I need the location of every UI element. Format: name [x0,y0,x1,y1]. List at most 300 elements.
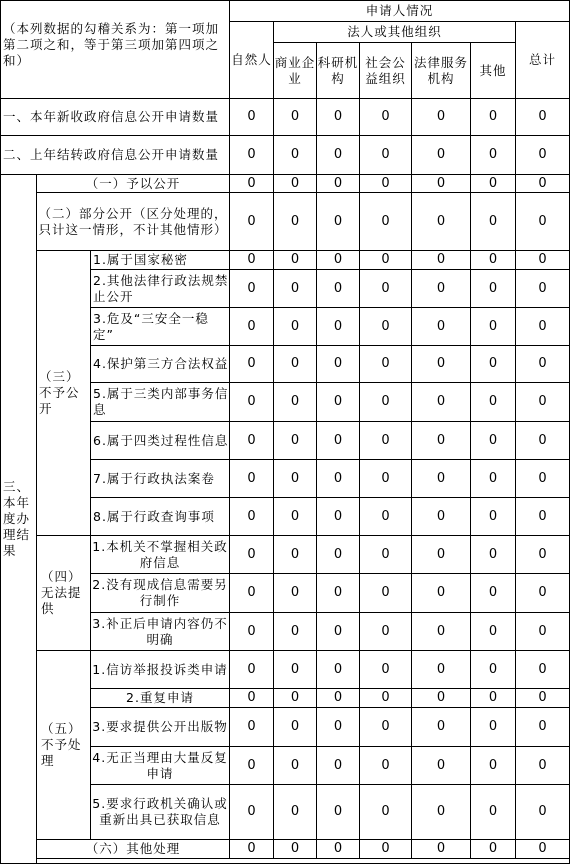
value-cell-other [470,269,516,308]
value-cell-research [316,573,360,613]
value-r3-3-4-legal-service: 0 [436,356,446,371]
value-r3-3-3-natural-person: 0 [247,318,256,334]
value-r3-3-7-commercial: 0 [290,470,300,486]
row-carried-over-label: 二、上年结转政府信息公开申请数量 [3,147,220,162]
row-need-produce-label: 2.没有现成信息需要另行制作 [92,577,228,608]
value-r3-3-8-social-welfare: 0 [381,508,390,524]
value-cell-other [470,688,516,708]
value-r3-3-1-research: 0 [333,252,343,267]
value-r3-6-commercial: 0 [290,841,300,856]
value-r3-2-other: 0 [488,213,498,229]
value-cell-social-welfare [359,250,412,270]
value-cell-research [316,839,360,859]
value-r3-2-commercial: 0 [290,213,300,229]
research-cell [316,42,360,99]
value-cell-legal-service [411,345,471,383]
value-cell-commercial [273,98,317,136]
value-r3-3-5-legal-service: 0 [436,394,446,409]
row-three-safety [90,307,230,346]
value-cell-total [515,707,570,747]
row-need-produce [90,573,230,613]
value-cell-social-welfare [359,573,412,613]
value-cell-legal-service [411,535,471,574]
value-cell-research [316,688,360,708]
value-cell-legal-service [411,707,471,747]
value-cell-research [316,784,360,840]
value-r2-commercial: 0 [290,147,300,162]
value-r3-3-5-research: 0 [333,394,343,409]
value-cell-research [316,269,360,308]
value-cell-total [515,612,570,651]
value-r3-3-7-legal-service: 0 [436,470,446,486]
value-cell-legal-service [411,688,471,708]
value-cell-other [470,497,516,536]
value-cell-research [316,192,360,251]
value-cell-total [515,307,570,346]
row-inquiry-matter [90,497,230,536]
value-cell-commercial [273,421,317,460]
value-r3-3-4-natural-person: 0 [247,356,256,371]
value-cell-research [316,250,360,270]
value-r3-3-5-social-welfare: 0 [381,394,390,409]
value-cell-other [470,421,516,460]
value-cell-natural-person [229,497,274,536]
value-r3-3-6-total: 0 [538,432,547,448]
value-cell-natural-person [229,839,274,859]
value-cell-total [515,192,570,251]
value-r3-5-3-total: 0 [538,719,547,734]
value-cell-total [515,784,570,840]
value-r3-5-2-social-welfare: 0 [381,690,390,705]
value-r3-1-other: 0 [488,175,498,191]
value-r3-5-3-social-welfare: 0 [381,719,390,734]
value-r3-2-legal-service: 0 [436,213,446,229]
value-r3-5-3-natural-person: 0 [247,719,256,734]
row-petition-label: 1.信访举报投诉类申请 [92,661,228,677]
group-cannot-provide-label: （四）无法提供 [41,569,82,616]
row-partial-disclosure [36,192,230,251]
value-cell-social-welfare [359,746,412,785]
value-cell-research [316,307,360,346]
value-r3-2-social-welfare: 0 [381,213,390,229]
natural-person-label: 自然人 [231,52,272,67]
value-cell-total [515,135,570,175]
value-r3-5-2-total: 0 [538,690,547,705]
value-cell-social-welfare [359,382,412,422]
value-r3-3-3-other: 0 [488,318,498,334]
value-r3-5-5-legal-service: 0 [436,804,446,819]
value-cell-commercial [273,345,317,383]
value-r3-4-3-research: 0 [333,623,343,639]
value-cell-total [515,839,570,859]
value-cell-other [470,746,516,785]
value-cell-social-welfare [359,497,412,536]
value-cell-other [470,784,516,840]
value-cell-other [470,174,516,193]
value-cell-total [515,269,570,308]
value-r3-3-5-total: 0 [538,394,547,409]
value-cell-legal-service [411,192,471,251]
value-cell-research [316,707,360,747]
value-cell-social-welfare [359,707,412,747]
value-cell-natural-person [229,345,274,383]
row-new-requests [0,98,230,136]
value-cell-social-welfare [359,459,412,498]
value-cell-other [470,250,516,270]
value-r3-4-1-research: 0 [333,546,343,562]
group-not-processed-label: （五）不予处理 [41,721,82,768]
value-cell-commercial [273,839,317,859]
value-r3-3-5-commercial: 0 [290,394,300,409]
value-cell-total [515,382,570,422]
value-r3-3-3-total: 0 [538,318,547,334]
row-third-party [90,345,230,383]
value-cell-social-welfare [359,135,412,175]
value-cell-commercial [273,382,317,422]
value-r3-3-1-social-welfare: 0 [381,252,390,267]
value-cell-social-welfare [359,784,412,840]
value-r3-6-other: 0 [488,841,498,856]
value-r3-6-legal-service: 0 [436,841,446,856]
row-not-held [90,535,230,574]
value-r3-3-7-natural-person: 0 [247,470,256,486]
value-r3-5-1-other: 0 [488,661,498,677]
value-cell-research [316,98,360,136]
value-cell-legal-service [411,135,471,175]
value-cell-other [470,612,516,651]
value-r3-3-7-other: 0 [488,470,498,486]
value-r3-3-7-research: 0 [333,470,343,486]
value-cell-natural-person [229,707,274,747]
value-r3-4-2-legal-service: 0 [436,585,446,600]
value-r3-5-5-natural-person: 0 [247,804,256,819]
value-r3-3-1-natural-person: 0 [247,252,256,267]
value-cell-social-welfare [359,688,412,708]
row-other-handling [36,839,230,859]
value-cell-research [316,421,360,460]
value-r3-3-3-commercial: 0 [290,318,300,334]
value-r3-5-3-other: 0 [488,719,498,734]
value-r3-3-6-other: 0 [488,432,498,448]
value-r3-6-social-welfare: 0 [381,841,390,856]
group-cannot-provide [36,535,91,651]
value-r3-3-2-research: 0 [333,280,343,296]
row-repeated-label: 4.无正当理由大量反复申请 [92,749,228,781]
value-r3-6-total: 0 [538,841,547,856]
value-r3-4-3-natural-person: 0 [247,623,256,639]
value-r1-commercial: 0 [290,109,300,124]
value-r3-4-3-legal-service: 0 [436,623,446,639]
value-cell-commercial [273,688,317,708]
value-cell-natural-person [229,421,274,460]
value-cell-social-welfare [359,839,412,859]
value-r3-3-7-total: 0 [538,470,547,486]
value-cell-other [470,135,516,175]
value-r3-1-social-welfare: 0 [381,175,390,191]
value-r3-5-5-total: 0 [538,804,547,819]
value-r3-5-1-natural-person: 0 [247,661,256,677]
social-welfare-cell [359,42,412,99]
value-cell-other [470,307,516,346]
value-r3-1-commercial: 0 [290,175,300,191]
value-cell-social-welfare [359,98,412,136]
value-cell-commercial [273,497,317,536]
value-cell-total [515,573,570,613]
value-r3-5-5-commercial: 0 [290,804,300,819]
row-reconfirm-label: 5.要求行政机关确认或重新出具已获取信息 [92,796,228,827]
value-cell-social-welfare [359,192,412,251]
row-third-party-label: 4.保护第三方合法权益 [93,356,229,371]
value-cell-total [515,174,570,193]
social-welfare-label: 社会公益组织 [365,54,406,86]
value-r3-5-1-commercial: 0 [290,661,300,677]
value-r3-3-5-natural-person: 0 [247,394,256,409]
value-r3-5-1-legal-service: 0 [436,661,446,677]
value-cell-legal-service [411,307,471,346]
other-cell [470,42,516,99]
value-r1-research: 0 [333,109,343,124]
value-r1-legal-service: 0 [436,109,446,124]
value-r3-1-natural-person: 0 [247,175,256,191]
value-cell-other [470,535,516,574]
value-r3-5-3-legal-service: 0 [436,719,446,734]
row-new-requests-label: 一、本年新收政府信息公开申请数量 [3,109,220,124]
value-cell-natural-person [229,573,274,613]
value-cell-other [470,98,516,136]
value-cell-commercial [273,307,317,346]
total-label: 总计 [528,52,556,67]
legal-service-cell [411,42,471,99]
value-r3-4-3-other: 0 [488,623,498,639]
value-r3-5-2-natural-person: 0 [247,690,256,705]
value-r1-other: 0 [488,109,498,124]
value-cell-commercial [273,784,317,840]
value-cell-natural-person [229,250,274,270]
value-r3-5-5-social-welfare: 0 [381,804,390,819]
value-r3-5-4-research: 0 [333,757,343,773]
value-cell-social-welfare [359,307,412,346]
value-r3-4-2-natural-person: 0 [247,585,256,600]
value-r3-5-4-natural-person: 0 [247,757,256,773]
value-r3-3-2-social-welfare: 0 [381,280,390,296]
value-cell-total [515,497,570,536]
value-cell-total [515,688,570,708]
value-cell-total [515,650,570,689]
value-cell-social-welfare [359,345,412,383]
value-cell-total [515,98,570,136]
value-r3-5-3-research: 0 [333,719,343,734]
value-cell-research [316,746,360,785]
value-cell-natural-person [229,135,274,175]
value-cell-commercial [273,459,317,498]
group-not-disclosed [36,250,91,536]
legal-service-label: 法律服务机构 [413,54,468,86]
value-cell-legal-service [411,421,471,460]
value-cell-social-welfare [359,535,412,574]
row-three-safety-label: 3.危及“三安全一稳定” [93,310,209,342]
value-cell-legal-service [411,250,471,270]
value-r2-total: 0 [538,147,547,162]
value-cell-natural-person [229,174,274,193]
value-cell-commercial [273,192,317,251]
value-r3-3-8-total: 0 [538,508,547,524]
value-cell-total [515,459,570,498]
commercial-label: 商业企业 [274,54,316,86]
value-cell-research [316,459,360,498]
value-cell-legal-service [411,573,471,613]
value-r3-3-8-legal-service: 0 [436,508,446,524]
row-reconfirm [90,784,230,840]
value-cell-legal-service [411,650,471,689]
value-r3-3-3-legal-service: 0 [436,318,446,334]
value-r3-4-2-other: 0 [488,585,498,600]
value-r3-3-6-natural-person: 0 [247,432,256,448]
value-r2-social-welfare: 0 [381,147,390,162]
value-cell-natural-person [229,612,274,651]
value-r3-5-1-social-welfare: 0 [381,661,390,677]
value-cell-natural-person [229,192,274,251]
row-publication [90,707,230,747]
value-cell-legal-service [411,784,471,840]
row-internal-affairs [90,382,230,422]
value-cell-research [316,382,360,422]
value-cell-legal-service [411,174,471,193]
applicant-status-label: 申请人情况 [365,3,434,18]
value-cell-other [470,345,516,383]
value-r3-3-8-natural-person: 0 [247,508,256,524]
row-enforcement-file-label: 7.属于行政执法案卷 [93,470,215,486]
row-process-info [90,421,230,460]
legal-or-org-cell [273,21,516,43]
value-cell-commercial [273,707,317,747]
value-cell-research [316,612,360,651]
value-r3-4-2-social-welfare: 0 [381,585,390,600]
value-cell-research [316,174,360,193]
value-r2-natural-person: 0 [247,147,256,162]
value-r3-2-total: 0 [538,213,547,229]
natural-person-cell [229,21,274,99]
row-process-info-label: 6.属于四类过程性信息 [93,432,229,448]
value-cell-total [515,421,570,460]
value-r3-3-8-commercial: 0 [290,508,300,524]
value-cell-social-welfare [359,174,412,193]
value-cell-natural-person [229,746,274,785]
value-cell-commercial [273,135,317,175]
value-cell-social-welfare [359,650,412,689]
value-r3-5-4-commercial: 0 [290,757,300,773]
value-cell-legal-service [411,612,471,651]
row-duplicate [90,688,230,708]
row-enforcement-file [90,459,230,498]
value-cell-natural-person [229,269,274,308]
value-cell-other [470,382,516,422]
legal-or-org-label: 法人或其他组织 [347,24,442,39]
value-cell-research [316,535,360,574]
row-internal-affairs-label: 5.属于三类内部事务信息 [93,386,229,417]
value-r3-4-1-commercial: 0 [290,546,300,562]
value-r3-1-research: 0 [333,175,343,191]
value-r2-research: 0 [333,147,343,162]
value-r3-3-6-research: 0 [333,432,343,448]
value-r3-5-5-other: 0 [488,804,498,819]
value-r3-4-1-total: 0 [538,546,547,562]
value-r3-6-natural-person: 0 [247,841,256,856]
row-petition [90,650,230,689]
value-r3-3-4-social-welfare: 0 [381,356,390,371]
value-cell-commercial [273,746,317,785]
section-results [0,174,37,864]
row-full-disclosure-label: （一）予以公开 [85,175,181,191]
value-r3-5-2-research: 0 [333,690,343,705]
value-cell-legal-service [411,839,471,859]
value-r3-4-2-total: 0 [538,585,547,600]
row-still-unclear-label: 3.补正后申请内容仍不明确 [92,615,228,647]
value-r3-1-legal-service: 0 [436,175,446,191]
value-cell-research [316,345,360,383]
value-cell-natural-person [229,650,274,689]
value-r3-4-3-total: 0 [538,623,547,639]
value-cell-total [515,250,570,270]
group-not-disclosed-label: （三）不予公开 [39,369,80,416]
value-r3-5-1-research: 0 [333,661,343,677]
value-cell-legal-service [411,497,471,536]
value-r2-other: 0 [488,147,498,162]
value-cell-research [316,497,360,536]
value-cell-legal-service [411,269,471,308]
value-r3-3-1-legal-service: 0 [436,252,446,267]
value-r3-3-1-total: 0 [538,252,547,267]
value-cell-commercial [273,250,317,270]
value-cell-natural-person [229,535,274,574]
value-r3-5-2-other: 0 [488,690,498,705]
value-cell-legal-service [411,459,471,498]
value-cell-natural-person [229,688,274,708]
section-results-label: 三、本年度办理结果 [3,479,31,558]
row-repeated [90,746,230,785]
value-r3-3-4-research: 0 [333,356,343,371]
value-cell-social-welfare [359,421,412,460]
value-r3-3-7-social-welfare: 0 [381,470,390,486]
value-r3-3-2-other: 0 [488,280,498,296]
value-cell-other [470,192,516,251]
value-r3-3-4-other: 0 [488,356,498,371]
value-r3-6-research: 0 [333,841,343,856]
value-r3-1-total: 0 [538,175,547,191]
value-cell-natural-person [229,307,274,346]
value-cell-social-welfare [359,269,412,308]
row-full-disclosure [36,174,230,193]
value-r3-4-1-legal-service: 0 [436,546,446,562]
value-r3-4-2-commercial: 0 [290,585,300,600]
applicant-status-cell [229,0,570,22]
value-r3-4-3-commercial: 0 [290,623,300,639]
value-cell-total [515,746,570,785]
row-law-prohibited [90,269,230,308]
value-r3-5-4-total: 0 [538,757,547,773]
value-cell-commercial [273,535,317,574]
row-inquiry-matter-label: 8.属于行政查询事项 [93,508,215,524]
value-r3-3-4-total: 0 [538,356,547,371]
value-r2-legal-service: 0 [436,147,446,162]
value-cell-total [515,535,570,574]
value-r3-5-4-other: 0 [488,757,498,773]
value-cell-natural-person [229,784,274,840]
value-r3-5-4-legal-service: 0 [436,757,446,773]
value-r3-5-5-research: 0 [333,804,343,819]
value-r3-3-2-legal-service: 0 [436,280,446,296]
value-r3-3-1-commercial: 0 [290,252,300,267]
value-r3-4-1-other: 0 [488,546,498,562]
